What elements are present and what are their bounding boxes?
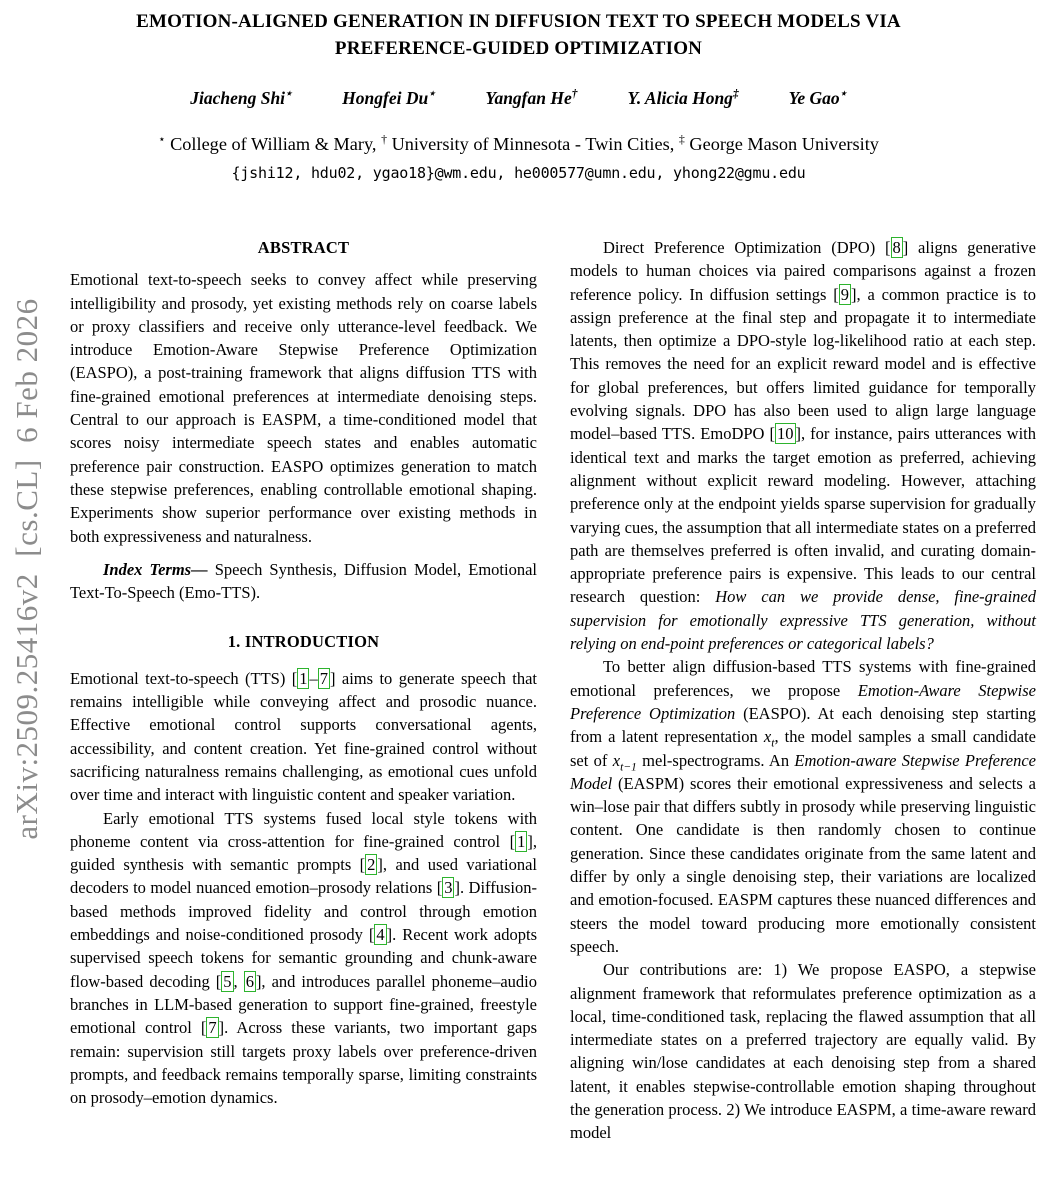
left-column xyxy=(70,236,537,1109)
citation-link[interactable]: 3 xyxy=(444,878,453,898)
index-terms: Index Terms— Speech Synthesis, Diffusion Model, Emotional Text-To-Speech (Emo-TTS). xyxy=(70,559,537,603)
right-paragraph-2: To better align diffusion-based TTS systems with fine-grained emotional preferences, we propose Emotion-Aware Stepwise Preference Optimization (EASPO). At each denoising step starting from a latent representation $x_t$, the model samples a small candidate set of $x_{t-1}$ mel-spectrograms. An Emotion-aware Stepwise Preference Model (EASPM) scores their emotional expressiveness and selects a win–lose pair that differs subtly in prosody while preserving linguistic content. One candidate is then randomly chosen to continue generation. Since these candidates originate from the same latent and differ by only a single denoising step, their variations are localized and emotion-focused. EASPM captures these nuanced differences and steers the model toward producing more emotionally consistent speech. xyxy=(570,657,1037,956)
right-column xyxy=(570,236,1036,1145)
citation-link[interactable]: 2 xyxy=(367,855,376,875)
author-emails: {jshi12, hdu02, ygao18}@wm.edu, he000577@umn.edu, yhong22@gmu.edu xyxy=(231,164,806,182)
emphasized-text: Emotion-aware Stepwise Preference Model xyxy=(570,750,1037,793)
emphasized-text: x xyxy=(763,727,772,747)
intro-paragraph-2: Early emotional TTS systems fused local style tokens with phoneme content via cross-attention for fine-grained control [ 1 ], guided synthesis with semantic prompts [ 2 ], and used variational decoders to model nuanced emotion–prosody relations [ 3 ]. Diffusion-based methods improved fidelity and control through emotion embeddings and noise-conditioned prosody [ 4 ]. Recent work adopts supervised speech tokens for semantic grounding and chunk-aware flow-based decoding [ 5 , 6 ], and introduces parallel phoneme–audio branches in LLM-based generation to support fine-grained, freestyle emotional control [ 7 ]. Across these variants, two important gaps remain: supervision still targets proxy labels over preference-driven prompts, and feedback remains temporally sparse, limiting constraints on prosody–emotion dynamics. xyxy=(70,808,538,1108)
right-paragraph-3: Our contributions are: 1) We propose EASPO, a stepwise alignment framework that reformulates preference optimization as a local, time-conditioned task, replacing the flawed assumption that all intermediate states on a preferred trajectory are equally valid. By aligning win/lose candidates at each denoising step from a shared latent, it enables stepwise-controllable emotion shaping throughout the generation process. 2) We introduce EASPM, a time-aware reward model xyxy=(570,960,1036,1143)
author-affil-marker: † xyxy=(571,88,578,101)
author xyxy=(342,88,435,109)
section-heading-introduction: 1. INTRODUCTION xyxy=(227,632,380,652)
author xyxy=(485,88,577,109)
paper-title xyxy=(46,8,991,62)
citation-link[interactable]: 5 xyxy=(223,971,232,991)
arxiv-stamp: arXiv:2509.25416v2 [cs.CL] 6 Feb 2026 xyxy=(9,298,44,840)
emphasized-text: Emotion-Aware Stepwise Preference Optimization xyxy=(570,680,1036,723)
affiliation-marker: ⋆ xyxy=(158,131,166,146)
affiliations: ⋆ College of William & Mary, † University of Minnesota - Twin Cities, ‡ George Mason University xyxy=(158,131,879,154)
author-affil-marker: ⋆ xyxy=(285,88,293,101)
bold-italic-label: Index Terms— xyxy=(103,559,208,579)
citation-link[interactable]: 1 xyxy=(517,831,526,851)
right-paragraph-1: Direct Preference Optimization (DPO) [ 8 ] aligns generative models to human choices via paired comparisons against a frozen reference policy. In diffusion settings [ 9 ], a common practice is to assign preference at the final step and propagate it to intermediate latents, then optimize a DPO-style log-likelihood ratio at each step. This removes the need for an explicit reward model and is effective for global preferences, but offers limited guidance for temporally evolving signals. DPO has also been used to align large language model–based TTS. EmoDPO [ 10 ], for instance, pairs utterances with identical text and marks the target emotion as preferred, achieving alignment without explicit reward modeling. However, attaching preference only at the endpoint yields sparse supervision for gradually varying cues, the assumption that all intermediate states on a preferred path are themselves preferred is often invalid, and curating domain-appropriate preference pairs is expensive. This leads to our central research question: How can we provide dense, fine-grained supervision for emotionally expressive TTS generation, without relying on end-point preferences or categorical labels? xyxy=(570,238,1036,654)
author-name: Hongfei Du xyxy=(342,88,429,108)
citation-link[interactable]: 9 xyxy=(840,284,850,304)
author-affil-marker: ⋆ xyxy=(428,88,436,101)
author xyxy=(789,88,847,109)
citation-link[interactable]: 7 xyxy=(319,668,328,688)
citation-link[interactable]: 1 xyxy=(299,668,308,688)
author-name: Jiacheng Shi xyxy=(190,88,286,108)
affiliation-marker: ‡ xyxy=(678,131,685,146)
emphasized-text: How can we provide dense, fine-grained supervision for emotionally expressive TTS generation, without relying on end-point preferences or categorical labels? xyxy=(570,587,1036,654)
citation-link[interactable]: 7 xyxy=(208,1018,217,1038)
emphasized-text: x xyxy=(612,750,621,770)
author-name: Y. Alicia Hong xyxy=(627,88,733,108)
affiliation-marker: † xyxy=(381,131,387,146)
citation-link[interactable]: 6 xyxy=(245,971,254,991)
author-name: Yangfan He xyxy=(485,88,572,108)
citation-link[interactable]: 4 xyxy=(376,925,385,945)
paper-title-line-1: EMOTION-ALIGNED GENERATION IN DIFFUSION TEXT TO SPEECH MODELS VIA xyxy=(136,11,901,32)
author-list xyxy=(0,88,1037,109)
abstract-paragraph: Emotional text-to-speech seeks to convey affect while preserving intelligibility and prosody, yet existing methods rely on coarse labels or proxy classifiers and receive only utterance-level feedback. We introduce Emotion-Aware Stepwise Preference Optimization (EASPO), a post-training framework that aligns diffusion TTS with fine-grained emotional preferences at intermediate denoising steps. Central to our approach is EASPM, a time-conditioned model that scores noisy intermediate speech states and enables automatic preference pair construction. EASPO optimizes generation to match these stepwise preferences, enabling controllable emotional shaping. Experiments show superior performance over existing methods in both expressiveness and naturalness. xyxy=(70,270,537,546)
paper-header xyxy=(0,8,1037,182)
author-name: Ye Gao xyxy=(788,88,840,108)
citation-link[interactable]: 10 xyxy=(777,424,794,444)
abstract-heading: ABSTRACT xyxy=(257,238,350,257)
citation-link[interactable]: 8 xyxy=(892,238,901,257)
paper-title-line-2: PREFERENCE-GUIDED OPTIMIZATION xyxy=(334,38,703,59)
author xyxy=(190,88,292,109)
math-subscript: t−1 xyxy=(620,760,637,773)
math-subscript: t xyxy=(771,737,775,750)
author-affil-marker: ‡ xyxy=(732,88,739,101)
intro-paragraph-1: Emotional text-to-speech (TTS) [ 1 – 7 ] aims to generate speech that remains intelligible while conveying affect and prosodic nuance. Effective emotional control supports conversational agents, accessibility, and content creation. Yet fine-grained control without sacrificing naturalness remains challenging, as emotional cues unfold over time and interact with linguistic content and speaker variation. xyxy=(70,668,538,805)
author xyxy=(627,88,738,109)
author-affil-marker: ⋆ xyxy=(839,88,847,101)
